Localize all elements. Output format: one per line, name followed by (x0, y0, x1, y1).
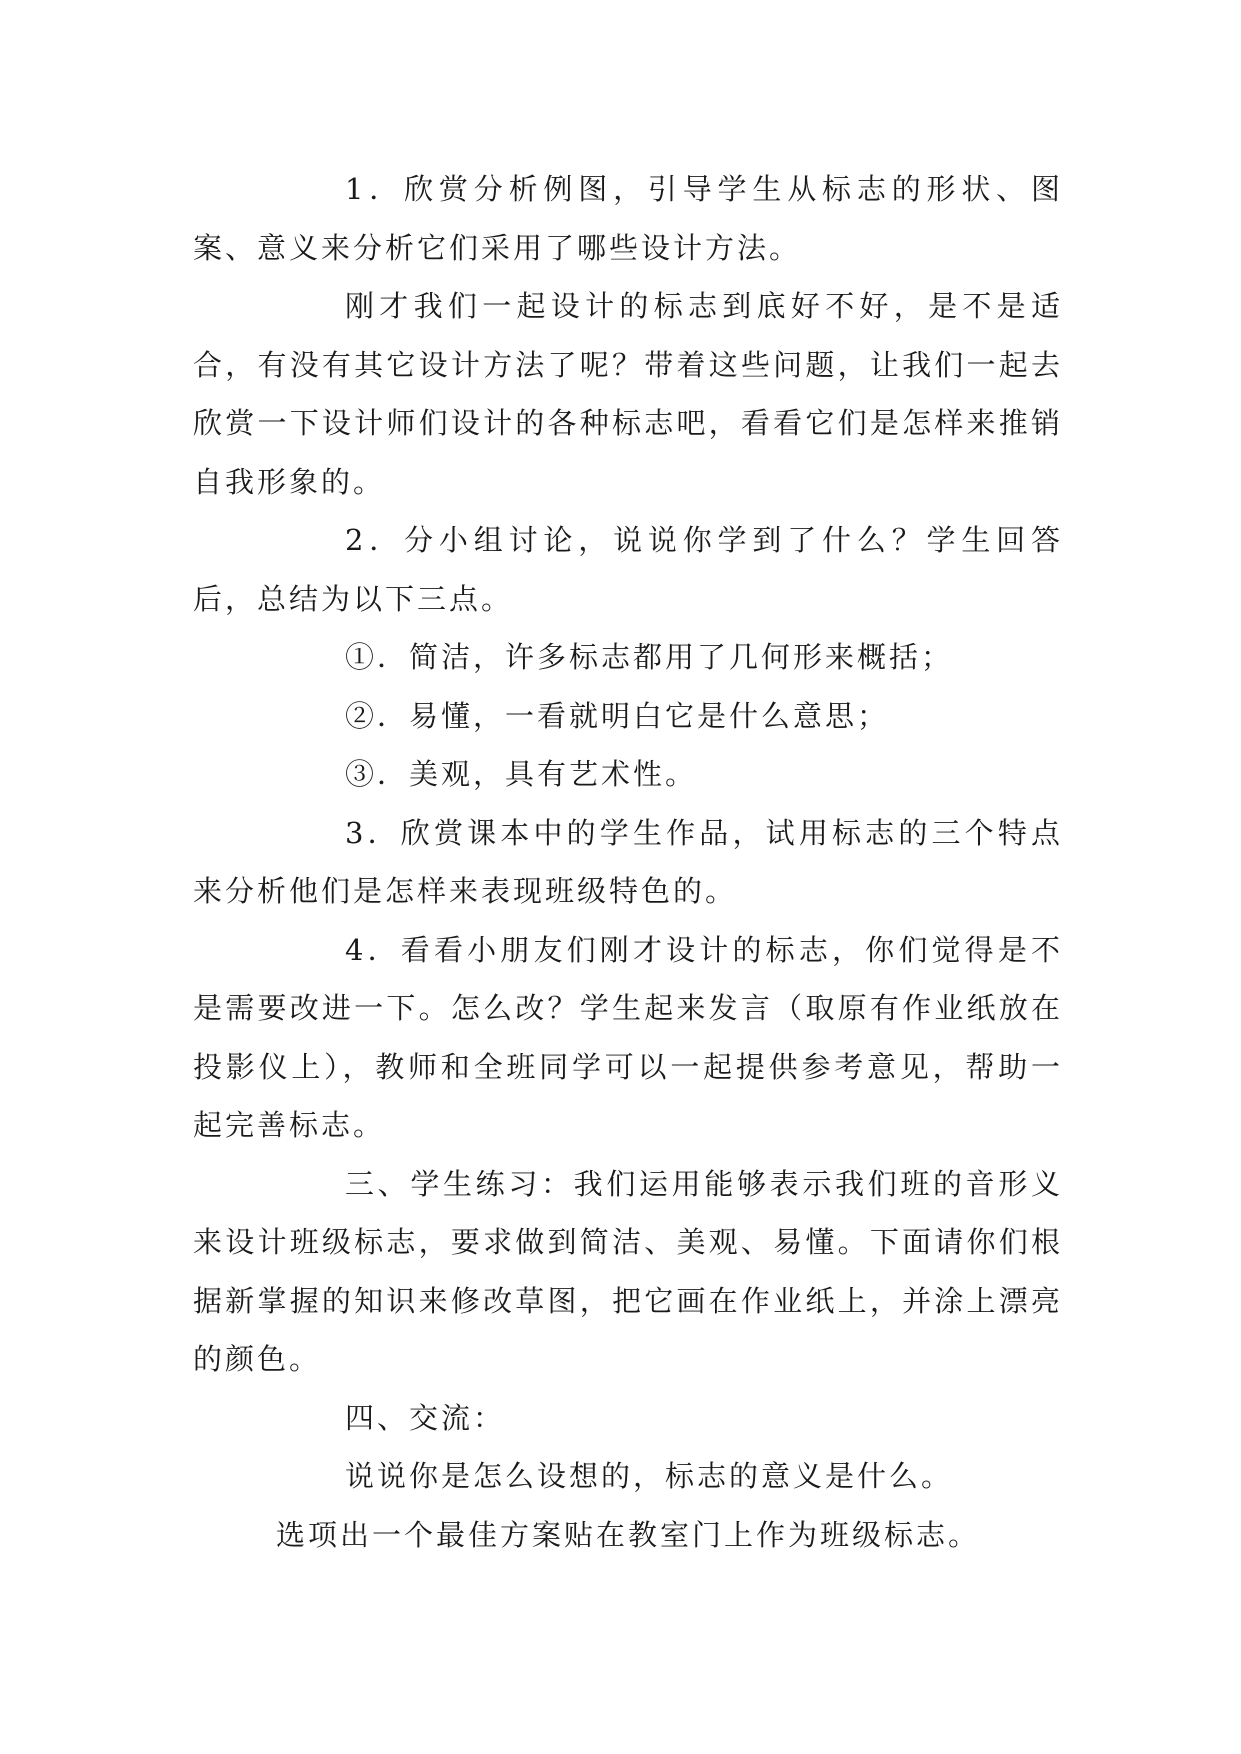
paragraph-select-best: 选项出一个最佳方案贴在教室门上作为班级标志。 (276, 1517, 981, 1552)
list-item-concise: ①．简洁，许多标志都用了几何形来概括； (345, 640, 954, 674)
paragraph-group-discussion: 2．分小组讨论，说说你学到了什么？学生回答后，总结为以下三点。 (193, 523, 1063, 616)
list-item-beautiful: ③．美观，具有艺术性。 (345, 757, 698, 791)
paragraph-discussion-intro: 刚才我们一起设计的标志到底好不好，是不是适合，有没有其它设计方法了呢？带着这些问题，让我们一起去欣赏一下设计师们设计的各种标志吧，看看它们是怎样来推销自我形象的。 (193, 289, 1063, 499)
paragraph-share-ideas: 说说你是怎么设想的，标志的意义是什么。 (345, 1459, 954, 1493)
paragraph-improve-logos: 4．看看小朋友们刚才设计的标志，你们觉得是不是需要改进一下。怎么改？学生起来发言（取原有作业纸放在投影仪上），教师和全班同学可以一起提供参考意见，帮助一起完善标志。 (193, 932, 1063, 1142)
paragraph-student-works: 3．欣赏课本中的学生作品，试用标志的三个特点来分析他们是怎样来表现班级特色的。 (193, 815, 1063, 908)
paragraph-student-practice: 三、学生练习：我们运用能够表示我们班的音形义来设计班级标志，要求做到简洁、美观、易懂。下面请你们根据新掌握的知识来修改草图，把它画在作业纸上，并涂上漂亮的颜色。 (193, 1166, 1063, 1376)
paragraph-appreciate-examples: 1．欣赏分析例图，引导学生从标志的形状、图案、意义来分析它们采用了哪些设计方法。 (193, 172, 1063, 265)
document-body (193, 160, 1063, 1564)
list-item-easy-to-understand: ②．易懂，一看就明白它是什么意思； (345, 698, 890, 733)
section-heading-exchange: 四、交流： (345, 1400, 506, 1435)
